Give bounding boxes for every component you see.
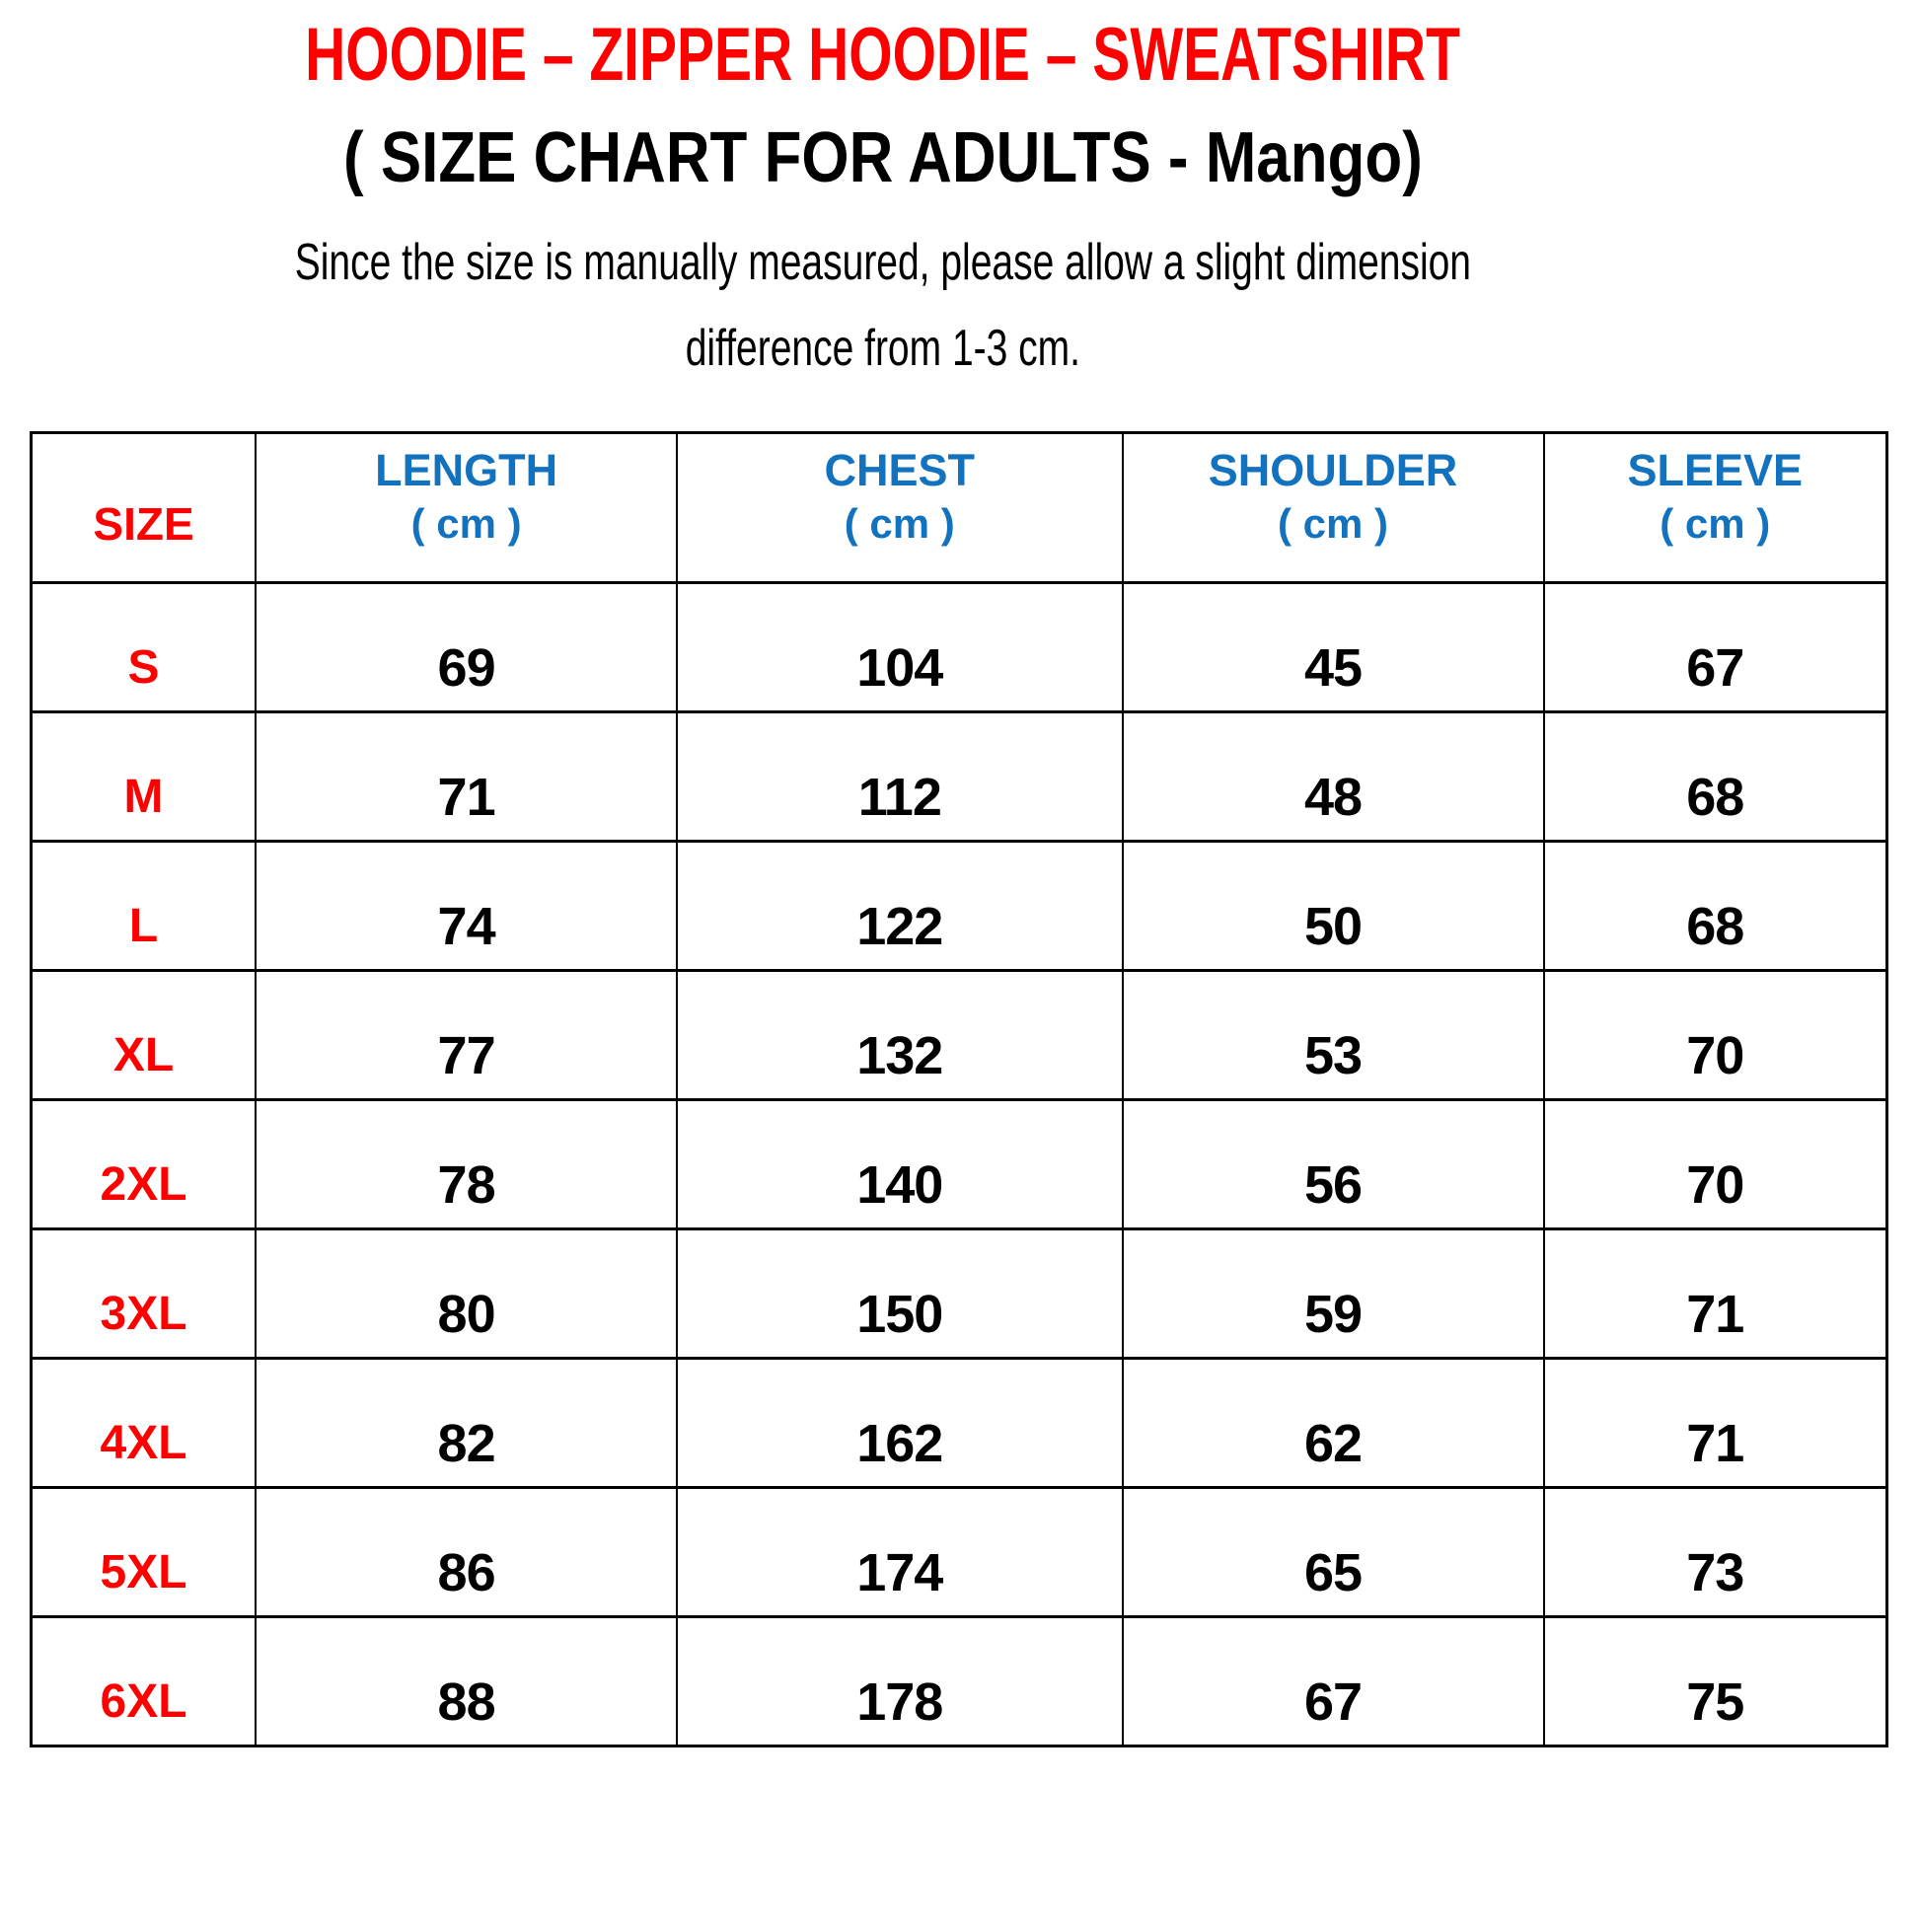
length-value: 82 xyxy=(256,1359,677,1488)
length-value: 88 xyxy=(256,1617,677,1746)
column-header-length xyxy=(256,433,677,583)
chest-value: 162 xyxy=(677,1359,1122,1488)
chest-value: 104 xyxy=(677,583,1122,712)
note-line-2 xyxy=(0,321,1766,376)
sleeve-value: 68 xyxy=(1544,842,1887,971)
sleeve-value: 70 xyxy=(1544,971,1887,1100)
page-subtitle xyxy=(0,120,1766,195)
size-label: M xyxy=(32,712,257,842)
sleeve-value: 67 xyxy=(1544,583,1887,712)
shoulder-value: 65 xyxy=(1123,1488,1544,1617)
shoulder-value: 56 xyxy=(1123,1100,1544,1229)
shoulder-value: 59 xyxy=(1123,1229,1544,1359)
chest-value: 122 xyxy=(677,842,1122,971)
table-row-l xyxy=(32,842,1887,971)
shoulder-value: 67 xyxy=(1123,1617,1544,1746)
shoulder-value: 50 xyxy=(1123,842,1544,971)
size-chart-table xyxy=(30,431,1888,1747)
size-label: XL xyxy=(32,971,257,1100)
chest-value: 150 xyxy=(677,1229,1122,1359)
length-value: 69 xyxy=(256,583,677,712)
chest-value: 174 xyxy=(677,1488,1122,1617)
sleeve-value: 70 xyxy=(1544,1100,1887,1229)
table-row-6xl xyxy=(32,1617,1887,1746)
column-header-size xyxy=(32,433,257,583)
table-row-2xl xyxy=(32,1100,1887,1229)
length-value: 77 xyxy=(256,971,677,1100)
sleeve-value: 68 xyxy=(1544,712,1887,842)
shoulder-value: 45 xyxy=(1123,583,1544,712)
length-value: 78 xyxy=(256,1100,677,1229)
page-subtitle-text: ( SIZE CHART FOR ADULTS - Mango) xyxy=(343,118,1423,197)
column-header-shoulder xyxy=(1123,433,1544,583)
column-header-length-label: LENGTH xyxy=(375,445,558,495)
header-block xyxy=(0,13,1766,377)
column-header-shoulder-unit: ( cm ) xyxy=(1278,500,1389,547)
column-header-length-unit: ( cm ) xyxy=(410,500,522,547)
size-label: S xyxy=(32,583,257,712)
size-label: L xyxy=(32,842,257,971)
shoulder-value: 48 xyxy=(1123,712,1544,842)
column-header-chest xyxy=(677,433,1122,583)
length-value: 74 xyxy=(256,842,677,971)
chest-value: 132 xyxy=(677,971,1122,1100)
chest-value: 178 xyxy=(677,1617,1122,1746)
note-line-2-text: difference from 1-3 cm. xyxy=(685,320,1081,377)
column-header-sleeve xyxy=(1544,433,1887,583)
size-label: 5XL xyxy=(32,1488,257,1617)
note-line-1 xyxy=(0,235,1766,290)
size-label: 3XL xyxy=(32,1229,257,1359)
length-value: 71 xyxy=(256,712,677,842)
size-label: 4XL xyxy=(32,1359,257,1488)
chest-value: 112 xyxy=(677,712,1122,842)
shoulder-value: 62 xyxy=(1123,1359,1544,1488)
sleeve-value: 71 xyxy=(1544,1229,1887,1359)
column-header-chest-unit: ( cm ) xyxy=(844,500,955,547)
page-title-text: HOODIE – ZIPPER HOODIE – SWEATSHIRT xyxy=(305,13,1461,97)
sleeve-value: 75 xyxy=(1544,1617,1887,1746)
table-row-5xl xyxy=(32,1488,1887,1617)
column-header-chest-label: CHEST xyxy=(824,445,976,495)
table-row-m xyxy=(32,712,1887,842)
column-header-size-label: SIZE xyxy=(93,498,194,550)
sleeve-value: 73 xyxy=(1544,1488,1887,1617)
shoulder-value: 53 xyxy=(1123,971,1544,1100)
page-title xyxy=(0,13,1766,97)
table-row-s xyxy=(32,583,1887,712)
table-header-row xyxy=(32,433,1887,583)
column-header-sleeve-label: SLEEVE xyxy=(1627,445,1804,495)
sleeve-value: 71 xyxy=(1544,1359,1887,1488)
size-label: 2XL xyxy=(32,1100,257,1229)
column-header-shoulder-label: SHOULDER xyxy=(1208,445,1458,495)
note-line-1-text: Since the size is manually measured, please allow a slight dimension xyxy=(294,234,1472,291)
table-row-4xl xyxy=(32,1359,1887,1488)
table-row-3xl xyxy=(32,1229,1887,1359)
table-row-xl xyxy=(32,971,1887,1100)
length-value: 86 xyxy=(256,1488,677,1617)
chest-value: 140 xyxy=(677,1100,1122,1229)
size-label: 6XL xyxy=(32,1617,257,1746)
column-header-sleeve-unit: ( cm ) xyxy=(1660,500,1771,547)
length-value: 80 xyxy=(256,1229,677,1359)
